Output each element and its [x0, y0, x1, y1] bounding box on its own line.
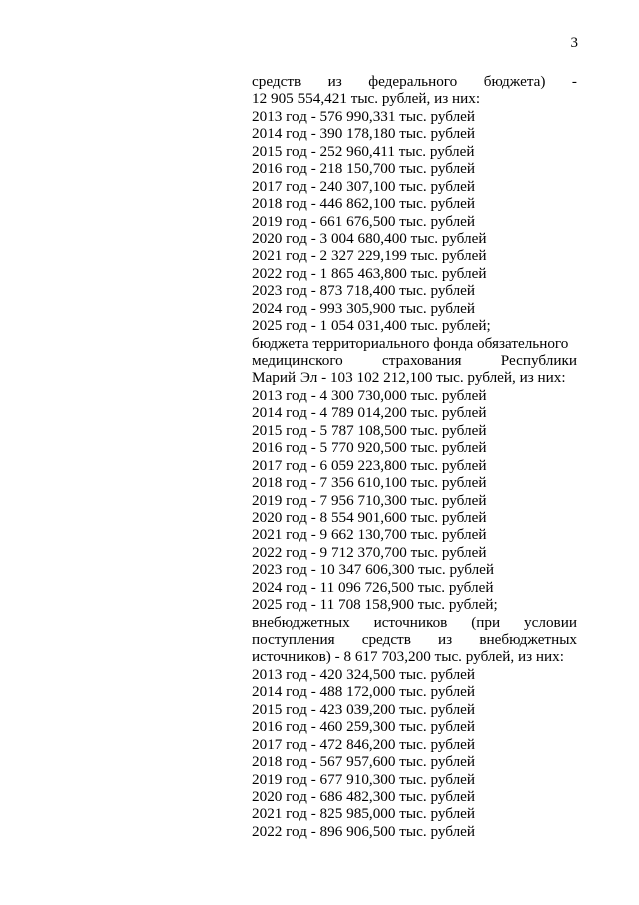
territorial-year-line: 2019 год - 7 956 710,300 тыс. рублей	[252, 491, 487, 509]
federal-year-line: 2023 год - 873 718,400 тыс. рублей	[252, 282, 476, 300]
federal-year-line: 2018 год - 446 862,100 тыс. рублей	[252, 195, 476, 213]
word: внебюджетных	[479, 631, 577, 648]
document-body	[252, 73, 577, 840]
federal-year-line: 2021 год - 2 327 229,199 тыс. рублей	[252, 247, 487, 265]
extrabudgetary-year-line: 2015 год - 423 039,200 тыс. рублей	[252, 700, 476, 718]
extrabudgetary-year-line: 2014 год - 488 172,000 тыс. рублей	[252, 683, 476, 701]
federal-total: 12 905 554,421 тыс. рублей, из них:	[252, 90, 481, 108]
page-number: 3	[570, 35, 578, 51]
extrabudgetary-year-line: 2016 год - 460 259,300 тыс. рублей	[252, 718, 476, 736]
territorial-heading-line-2	[252, 352, 577, 369]
word: поступления	[252, 631, 335, 648]
extrabudgetary-year-line: 2017 год - 472 846,200 тыс. рублей	[252, 735, 476, 753]
word: Республики	[500, 352, 577, 369]
extrabudgetary-year-line: 2019 год - 677 910,300 тыс. рублей	[252, 770, 476, 788]
territorial-year-line: 2023 год - 10 347 606,300 тыс. рублей	[252, 561, 495, 579]
extrabudgetary-year-line: 2013 год - 420 324,500 тыс. рублей	[252, 665, 476, 683]
word: -	[571, 73, 577, 90]
territorial-year-line: 2014 год - 4 789 014,200 тыс. рублей	[252, 404, 487, 422]
word: источников	[373, 613, 448, 631]
territorial-year-line: 2015 год - 5 787 108,500 тыс. рублей	[252, 421, 487, 439]
territorial-year-line: 2025 год - 11 708 158,900 тыс. рублей;	[252, 596, 498, 614]
extrabudgetary-year-line: 2018 год - 567 957,600 тыс. рублей	[252, 753, 476, 771]
word: средств	[252, 73, 302, 90]
territorial-year-line: 2017 год - 6 059 223,800 тыс. рублей	[252, 456, 487, 474]
federal-year-line: 2013 год - 576 990,331 тыс. рублей	[252, 107, 476, 125]
territorial-year-line: 2024 год - 11 096 726,500 тыс. рублей	[252, 578, 494, 596]
territorial-year-line: 2013 год - 4 300 730,000 тыс. рублей	[252, 386, 487, 404]
territorial-heading-line: бюджета территориального фонда обязательного	[252, 334, 569, 352]
extrabudgetary-heading-line-2	[252, 631, 577, 648]
word: страхования	[382, 352, 462, 369]
territorial-year-line: 2018 год - 7 356 610,100 тыс. рублей	[252, 474, 487, 492]
territorial-year-line: 2022 год - 9 712 370,700 тыс. рублей	[252, 543, 487, 561]
territorial-fund-section	[252, 335, 577, 614]
word: бюджета)	[483, 73, 546, 90]
federal-year-line: 2014 год - 390 178,180 тыс. рублей	[252, 125, 476, 143]
federal-year-line: 2015 год - 252 960,411 тыс. рублей	[252, 142, 475, 160]
federal-budget-section	[252, 73, 577, 335]
word: из	[438, 631, 453, 648]
extrabudgetary-section	[252, 614, 577, 841]
word: федерального	[368, 73, 458, 90]
word: (при	[471, 613, 501, 631]
federal-year-line: 2017 год - 240 307,100 тыс. рублей	[252, 177, 476, 195]
extrabudgetary-heading-line	[252, 614, 577, 631]
territorial-year-line: 2020 год - 8 554 901,600 тыс. рублей	[252, 508, 487, 526]
territorial-year-line: 2016 год - 5 770 920,500 тыс. рублей	[252, 439, 487, 457]
federal-year-line: 2016 год - 218 150,700 тыс. рублей	[252, 160, 476, 178]
word: из	[327, 73, 342, 90]
word: условии	[524, 613, 577, 631]
word: медицинского	[252, 352, 343, 369]
territorial-year-line: 2021 год - 9 662 130,700 тыс. рублей	[252, 526, 487, 544]
extrabudgetary-year-line: 2020 год - 686 482,300 тыс. рублей	[252, 787, 476, 805]
territorial-total: Марий Эл - 103 102 212,100 тыс. рублей, из них:	[252, 369, 566, 387]
word: средств	[361, 631, 411, 648]
federal-year-line: 2024 год - 993 305,900 тыс. рублей	[252, 299, 476, 317]
federal-year-line: 2025 год - 1 054 031,400 тыс. рублей;	[252, 317, 491, 335]
federal-heading-line	[252, 73, 577, 90]
federal-year-line: 2020 год - 3 004 680,400 тыс. рублей	[252, 229, 487, 247]
federal-year-line: 2019 год - 661 676,500 тыс. рублей	[252, 212, 476, 230]
extrabudgetary-total: источников) - 8 617 703,200 тыс. рублей, из них:	[252, 648, 564, 666]
word: внебюджетных	[252, 613, 350, 631]
extrabudgetary-year-line: 2022 год - 896 906,500 тыс. рублей	[252, 822, 476, 840]
federal-year-line: 2022 год - 1 865 463,800 тыс. рублей	[252, 264, 487, 282]
extrabudgetary-year-line: 2021 год - 825 985,000 тыс. рублей	[252, 805, 476, 823]
